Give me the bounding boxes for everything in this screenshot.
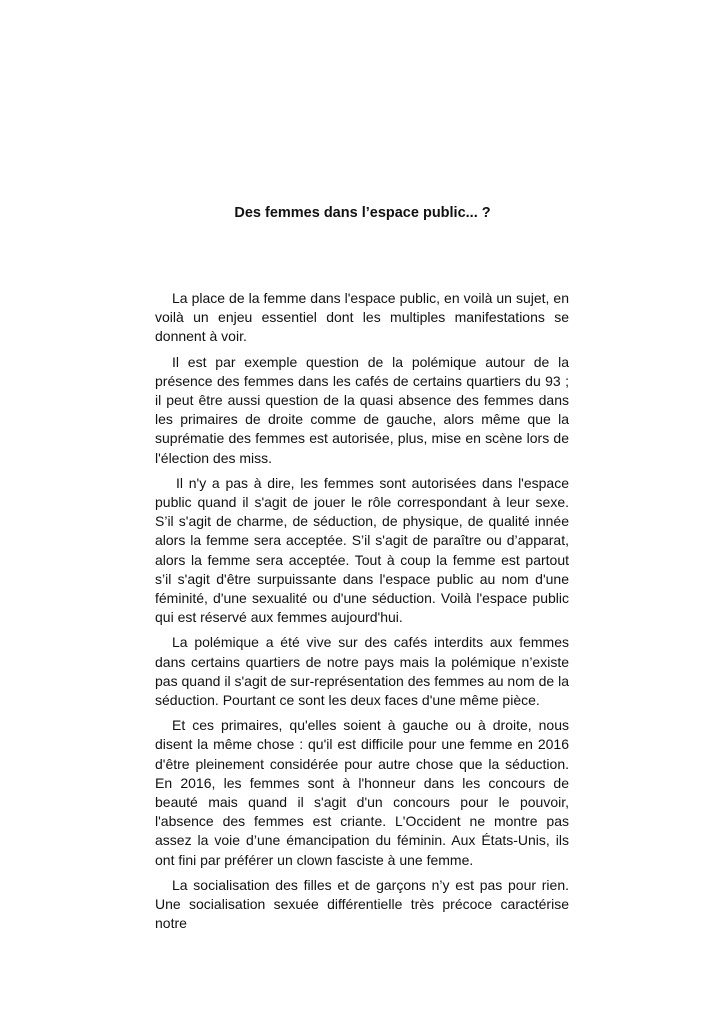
paragraph-6: La socialisation des filles et de garçons n’y est pas pour rien. Une socialisation sexuée différentielle très précoce caractérise notre [155,876,569,932]
paragraph-3: Il n'y a pas à dire, les femmes sont autorisées dans l'espace public quand il s'agit de jouer le rôle correspondant à leur sexe. S’il s'agit de charme, de séduction, de physique, de qualité innée alors la femme sera acceptée. S’il s'agit de paraître ou d’apparat, alors la femme sera acceptée. Tout à coup la femme est partout s’il s'agit d'être surpuissante dans l'espace public au nom d'une féminité, d'une sexualité ou d'une séduction. Voilà l'espace public qui est réservé aux femmes aujourd'hui. [155,474,569,626]
document-body [155,289,569,940]
document-title: Des femmes dans l’espace public... ? [234,205,491,221]
paragraph-1: La place de la femme dans l'espace public, en voilà un sujet, en voilà un enjeu essentiel dont les multiples manifestations se donnent à voir. [155,290,569,345]
paragraph-4: La polémique a été vive sur des cafés interdits aux femmes dans certains quartiers de notre pays mais la polémique n’existe pas quand il s'agit de sur-représentation des femmes au nom de la séduction. Pourtant ce sont les deux faces d'une même pièce. [155,634,569,709]
paragraph-5: Et ces primaires, qu'elles soient à gauche ou à droite, nous disent la même chose : qu'il est difficile pour une femme en 2016 d'être pleinement considérée pour autre chose que la séduction. En 2016, les femmes sont à l'honneur dans les concours de beauté mais quand il s'agit d'un concours pour le pouvoir, l'absence des femmes est criante. L'Occident ne montre pas assez la voie d’une émancipation du féminin. Aux États-Unis, ils ont fini par préférer un clown fasciste à une femme. [155,717,569,868]
paragraph-2: Il est par exemple question de la polémique autour de la présence des femmes dans les cafés de certains quartiers du 93 ; il peut être aussi question de la quasi absence des femmes dans les primaires de droite comme de gauche, alors même que la suprématie des femmes est autorisée, plus, mise en scène lors de l'élection des miss. [155,353,569,466]
